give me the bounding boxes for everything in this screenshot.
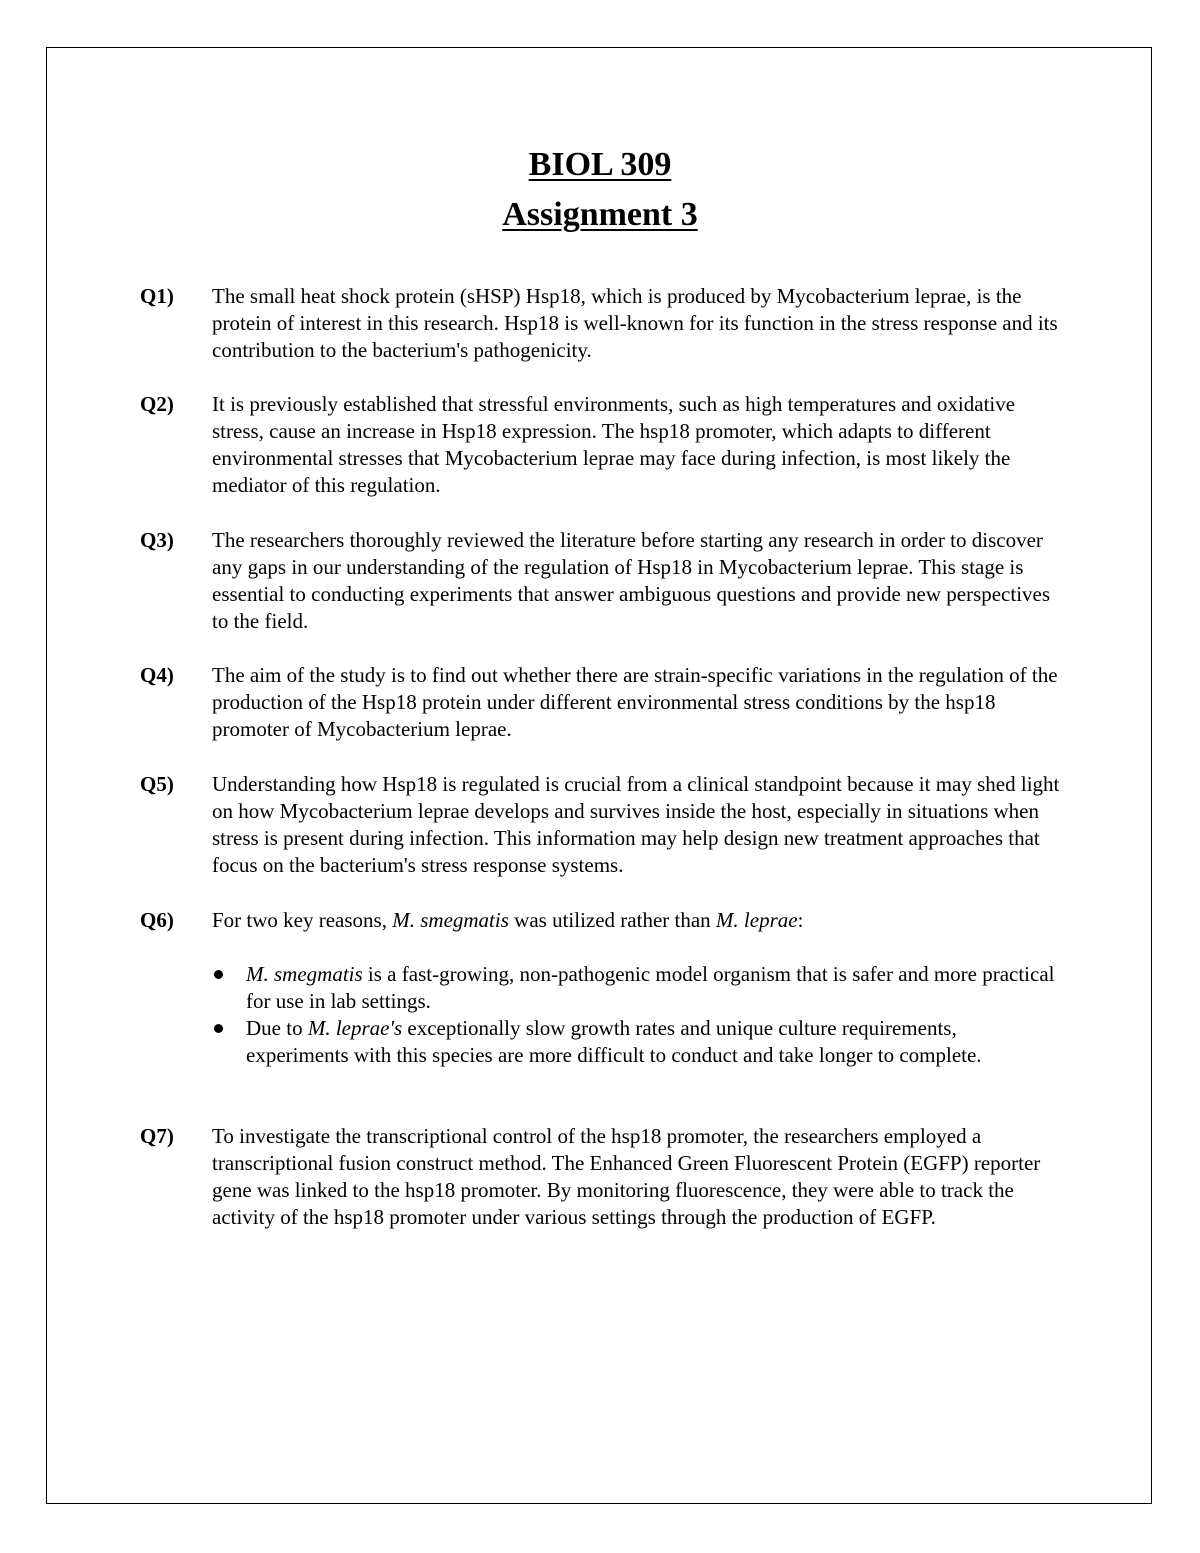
reasons-list (212, 961, 1062, 1069)
answer-text (212, 907, 1070, 934)
intro-suffix: : (797, 908, 804, 932)
answer-text: The small heat shock protein (sHSP) Hsp18, which is produced by Mycobacterium leprae, is the protein of interest in this research. Hsp18 is well-known for its function in the stress response and its contribution to the bacterium's pathogenicity. (212, 284, 1058, 362)
bullet-text: is a fast-growing, non-pathogenic model organism that is safer and more practical for use in lab settings. (246, 962, 1055, 1013)
species-smegmatis: M. smegmatis (392, 908, 509, 932)
question-4 (140, 662, 1070, 743)
question-label: Q6) (140, 908, 174, 932)
title-block (0, 140, 1200, 240)
answer-text: It is previously established that stressful environments, such as high temperatures and oxidative stress, cause an increase in Hsp18 expression. The hsp18 promoter, which adapts to different environmental stresses that Mycobacterium leprae may face during infection, is most likely the mediator of this regulation. (212, 392, 1016, 497)
bullet-italic: M. smegmatis (246, 962, 363, 986)
list-item (212, 1015, 1062, 1069)
question-7 (140, 1123, 1070, 1231)
species-leprae: M. leprae (715, 908, 798, 932)
question-label: Q1) (140, 284, 174, 308)
list-item (212, 961, 1062, 1015)
answer-text: To investigate the transcriptional control of the hsp18 promoter, the researchers employed a transcriptional fusion construct method. The Enhanced Green Fluorescent Protein (EGFP) reporter gene was linked to the hsp18 promoter. By monitoring fluorescence, they were able to track the activity of the hsp18 promoter under various settings through the production of EGFP. (212, 1124, 1041, 1229)
question-6 (140, 907, 1070, 934)
question-label: Q7) (140, 1124, 174, 1148)
bullet-prefix: Due to (246, 1016, 308, 1040)
intro-prefix: For two key reasons, (212, 908, 393, 932)
bullet-text: exceptionally slow growth rates and unique culture requirements, experiments with this species are more difficult to conduct and take longer to complete. (246, 1016, 982, 1067)
bullet-icon (214, 1024, 223, 1033)
bullet-icon (214, 970, 223, 979)
bullet-italic: M. leprae's (307, 1016, 403, 1040)
question-label: Q4) (140, 663, 174, 687)
assignment-title: Assignment 3 (502, 196, 698, 233)
question-2 (140, 391, 1070, 499)
intro-middle: was utilized rather than (508, 908, 716, 932)
answer-text: The researchers thoroughly reviewed the literature before starting any research in order to discover any gaps in our understanding of the regulation of Hsp18 in Mycobacterium leprae. This stage is essential to conducting experiments that answer ambiguous questions and provide new perspectives to the field. (212, 528, 1051, 633)
course-title: BIOL 309 (528, 146, 672, 183)
question-1 (140, 283, 1070, 364)
answer-text: Understanding how Hsp18 is regulated is crucial from a clinical standpoint because it may shed light on how Mycobacterium leprae develops and survives inside the host, especially in situations when stress is present during infection. This information may help design new treatment approaches that focus on the bacterium's stress response systems. (212, 772, 1060, 877)
question-label: Q3) (140, 528, 174, 552)
answer-text: The aim of the study is to find out whether there are strain-specific variations in the regulation of the production of the Hsp18 protein under different environmental stress conditions by the hsp18 promoter of Mycobacterium leprae. (212, 663, 1058, 741)
question-label: Q2) (140, 392, 174, 416)
question-5 (140, 771, 1070, 879)
question-3 (140, 527, 1070, 635)
question-label: Q5) (140, 772, 174, 796)
